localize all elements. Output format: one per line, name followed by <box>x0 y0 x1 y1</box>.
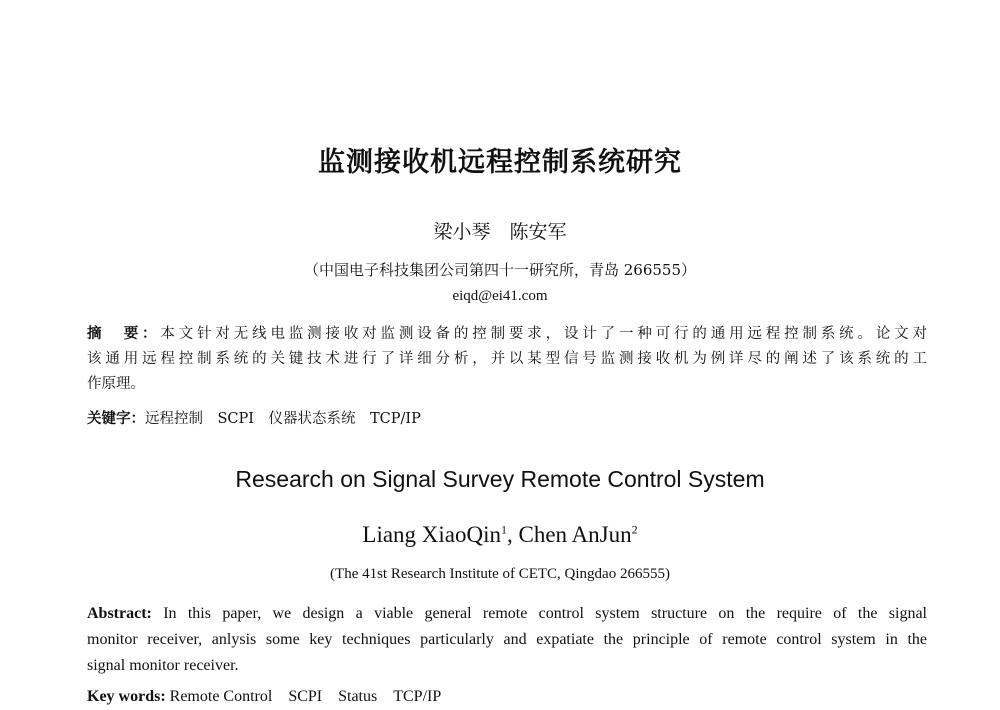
abstract-en-line: monitor receiver, anlysis some key techniques particularly and expatiate the principle of remote control system in the <box>87 631 927 648</box>
affiliation-cn: （中国电子科技集团公司第四十一研究所，青岛 266555） <box>303 261 697 279</box>
abstract-cn-label: 摘 要： <box>87 326 161 342</box>
abstract-en-line: Abstract: In this paper, we design a viable general remote control system structure on the require of the signal <box>87 605 927 622</box>
abstract-en <box>87 601 927 679</box>
keywords-cn-label: 关键字： <box>87 411 145 427</box>
abstract-cn <box>87 322 927 397</box>
author-email: eiqd@ei41.com <box>452 288 548 304</box>
keywords-en-text: Remote Control SCPI Status TCP/IP <box>165 688 442 705</box>
keywords-cn-text: 远程控制 SCPI 仪器状态系统 TCP/IP <box>145 411 421 427</box>
authors-cn: 梁小琴 陈安军 <box>433 221 567 243</box>
paper-title-en: Research on Signal Survey Remote Control System <box>235 466 765 492</box>
abstract-en-label: Abstract: <box>87 605 152 622</box>
authors-en: Liang XiaoQin$^1$, Chen AnJun$^2$ <box>362 522 638 547</box>
affiliation-en: (The 41st Research Institute of CETC, Qingdao 266555) <box>330 566 670 582</box>
keywords-en <box>87 684 927 710</box>
abstract-cn-line: 该通用远程控制系统的关键技术进行了详细分析，并以某型信号监测接收机为例详尽的阐述了该系统的工 <box>87 351 927 367</box>
keywords-en-label: Key words: <box>87 688 166 705</box>
abstract-cn-line: 摘 要：本文针对无线电监测接收对监测设备的控制要求，设计了一种可行的通用远程控制系统。论文对 <box>87 326 928 342</box>
abstract-en-line: signal monitor receiver. <box>87 657 239 674</box>
keywords-cn <box>87 407 927 432</box>
paper-title-cn: 监测接收机远程控制系统研究 <box>318 147 682 178</box>
abstract-cn-line: 作原理。 <box>87 376 145 392</box>
